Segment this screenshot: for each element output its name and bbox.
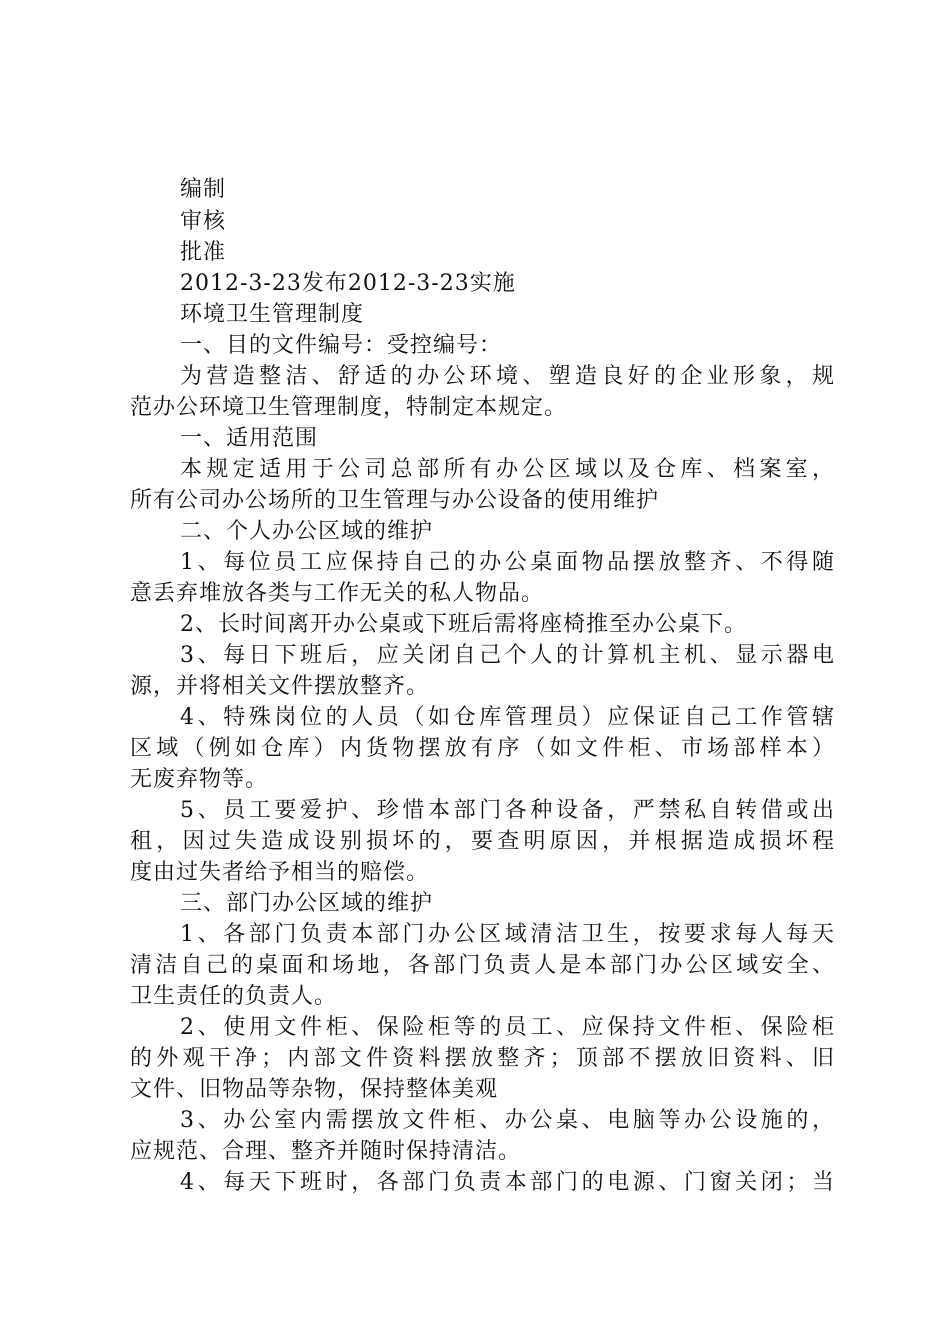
paragraph-line: 度由过失者给予相当的赔偿。	[130, 860, 430, 885]
approved-by-label: 批准	[180, 240, 227, 265]
paragraph-line: 源，并将相关文件摆放整齐。	[130, 674, 430, 699]
paragraph-line: 的外观干净；内部文件资料摆放整齐；顶部不摆放旧资料、旧	[130, 1046, 835, 1071]
paragraph-line: 区域（例如仓库）内货物摆放有序（如文件柜、市场部样本）	[130, 736, 835, 761]
publish-date-line: 2012-3-23发布2012-3-23实施	[180, 271, 516, 296]
reviewed-by-label: 审核	[180, 209, 227, 234]
section-heading: 一、目的文件编号：受控编号：	[180, 333, 503, 358]
paragraph-line: 3、办公室内需摆放文件柜、办公桌、电脑等办公设施的，	[180, 1108, 835, 1133]
prepared-by-label: 编制	[180, 177, 227, 202]
paragraph-line: 租，因过失造成设别损坏的，要查明原因，并根据造成损坏程	[130, 829, 835, 854]
paragraph-line: 范办公环境卫生管理制度，特制定本规定。	[130, 395, 568, 420]
paragraph-line: 意丢弃堆放各类与工作无关的私人物品。	[130, 581, 545, 606]
paragraph-line: 本规定适用于公司总部所有办公区域以及仓库、档案室，	[180, 457, 835, 482]
paragraph-line: 文件、旧物品等杂物，保持整体美观	[130, 1077, 499, 1102]
paragraph-line: 1、每位员工应保持自己的办公桌面物品摆放整齐、不得随	[180, 550, 835, 575]
paragraph-line: 1、各部门负责本部门办公区域清洁卫生，按要求每人每天	[180, 922, 835, 947]
paragraph-line: 卫生责任的负责人。	[130, 984, 338, 1009]
paragraph-line: 2、使用文件柜、保险柜等的员工、应保持文件柜、保险柜	[180, 1015, 835, 1040]
document-title: 环境卫生管理制度	[180, 302, 365, 327]
section-heading: 一、适用范围	[180, 426, 319, 451]
paragraph-line: 2、长时间离开办公桌或下班后需将座椅推至办公桌下。	[180, 612, 747, 637]
paragraph-line: 5、员工要爱护、珍惜本部门各种设备，严禁私自转借或出	[180, 798, 835, 823]
paragraph-line: 清洁自己的桌面和场地，各部门负责人是本部门办公区域安全、	[130, 953, 835, 978]
paragraph-line: 4、特殊岗位的人员（如仓库管理员）应保证自己工作管辖	[180, 705, 835, 730]
paragraph-line: 无废弃物等。	[130, 767, 269, 792]
paragraph-line: 3、每日下班后，应关闭自己个人的计算机主机、显示器电	[180, 643, 835, 668]
paragraph-line: 所有公司办公场所的卫生管理与办公设备的使用维护	[130, 488, 660, 513]
paragraph-line: 为营造整洁、舒适的办公环境、塑造良好的企业形象，规	[180, 364, 835, 389]
paragraph-line: 4、每天下班时，各部门负责本部门的电源、门窗关闭；当	[180, 1170, 835, 1195]
section-heading: 三、部门办公区域的维护	[180, 891, 434, 916]
section-heading: 二、个人办公区域的维护	[180, 519, 434, 544]
paragraph-line: 应规范、合理、整齐并随时保持清洁。	[130, 1139, 522, 1164]
